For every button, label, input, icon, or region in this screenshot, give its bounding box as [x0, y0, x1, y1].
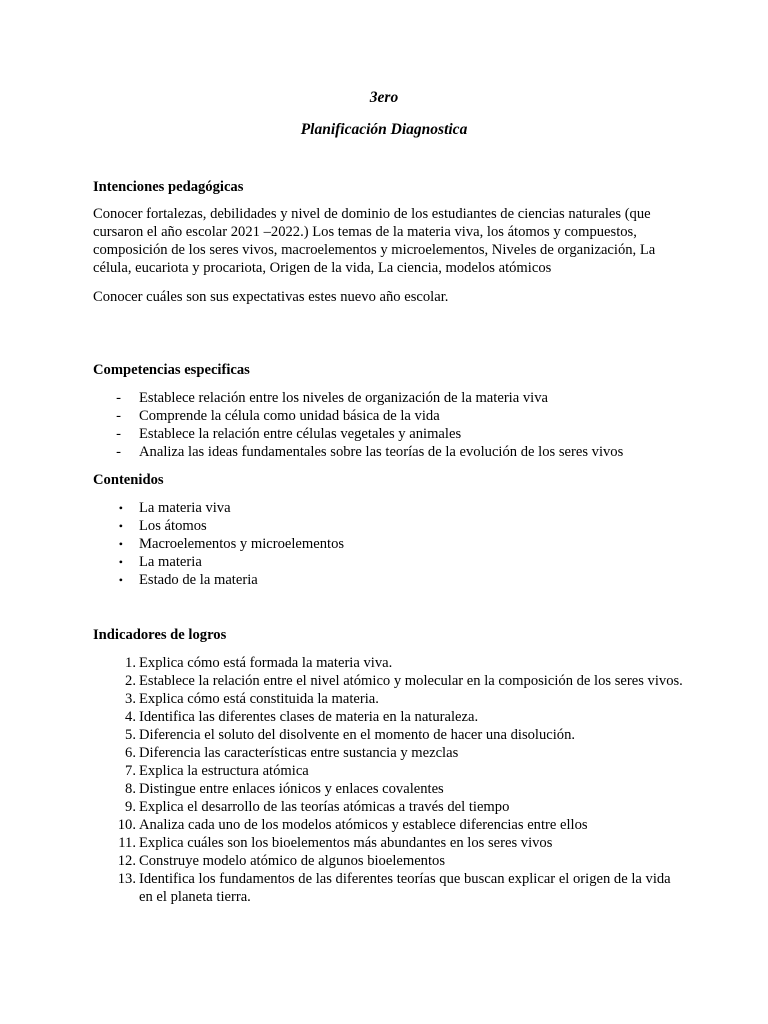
- indicadores-list: [93, 654, 683, 906]
- dash-marker: -: [116, 444, 121, 460]
- list-item: - Establece relación entre los niveles de organización de la materia viva: [93, 389, 683, 407]
- contenidos-heading: Contenidos: [93, 472, 164, 488]
- list-item: 7. Explica la estructura atómica: [125, 763, 309, 779]
- bullet-marker: •: [118, 501, 123, 515]
- list-item: 4. Identifica las diferentes clases de materia en la naturaleza.: [125, 709, 479, 725]
- list-item: 10. Analiza cada uno de los modelos atómicos y establece diferencias entre ellos: [117, 817, 588, 833]
- document-title: Planificación Diagnostica: [300, 121, 468, 138]
- list-item: 11. Explica cuáles son los bioelementos más abundantes en los seres vivos: [118, 835, 553, 851]
- list-item: - Comprende la célula como unidad básica de la vida: [93, 407, 683, 425]
- dash-marker: -: [116, 426, 121, 442]
- contenidos-section: [93, 471, 683, 589]
- list-item: • Los átomos: [93, 517, 683, 535]
- list-item: • La materia: [93, 553, 683, 571]
- list-item: 5. Diferencia el soluto del disolvente en el momento de hacer una disolución.: [125, 727, 576, 743]
- dash-marker: -: [116, 390, 121, 406]
- intenciones-section: [93, 178, 683, 306]
- competencias-section: [93, 361, 683, 461]
- list-item: 12. Construye modelo atómico de algunos bioelementos: [117, 853, 446, 869]
- list-item: 8. Distingue entre enlaces iónicos y enlaces covalentes: [125, 781, 444, 797]
- list-item: • Estado de la materia: [93, 571, 683, 589]
- list-item: 3. Explica cómo está constituida la materia.: [125, 691, 379, 707]
- intenciones-heading: Intenciones pedagógicas: [93, 179, 244, 195]
- expectativas-paragraph: Conocer cuáles son sus expectativas estes nuevo año escolar.: [93, 289, 449, 305]
- list-item: • La materia viva: [93, 499, 683, 517]
- indicadores-section: [93, 626, 683, 906]
- list-item: • Macroelementos y microelementos: [93, 535, 683, 553]
- list-item: 9. Explica el desarrollo de las teorías atómicas a través del tiempo: [125, 799, 510, 815]
- list-item: 13. Identifica los fundamentos de las diferentes teorías que buscan explicar el origen de la vida en el planeta tierra.: [117, 871, 671, 905]
- list-item: - Establece la relación entre células vegetales y animales: [93, 425, 683, 443]
- bullet-marker: •: [118, 573, 123, 587]
- competencias-heading: Competencias especificas: [93, 362, 250, 378]
- indicadores-heading: Indicadores de logros: [93, 627, 227, 643]
- competencias-list: [93, 389, 683, 461]
- list-item: 2. Establece la relación entre el nivel atómico y molecular en la composición de los seres vivos.: [125, 673, 683, 689]
- grade-title: 3ero: [369, 89, 399, 106]
- list-item: - Analiza las ideas fundamentales sobre las teorías de la evolución de los seres vivos: [93, 443, 683, 461]
- intenciones-paragraph: Conocer fortalezas, debilidades y nivel de dominio de los estudiantes de ciencias naturales (que cursaron el año escolar 2021 –2022.) Los temas de la materia viva, los átomos y compuestos, composición de los seres vivos, macroelementos y microelementos, Niveles de organización, La célula, eucariota y procariota, Origen de la vida, La ciencia, modelos atómicos: [93, 206, 656, 276]
- list-item: 6. Diferencia las características entre sustancia y mezclas: [125, 745, 459, 761]
- dash-marker: -: [116, 408, 121, 424]
- bullet-marker: •: [118, 555, 123, 569]
- contenidos-list: [93, 499, 683, 589]
- bullet-marker: •: [118, 537, 123, 551]
- bullet-marker: •: [118, 519, 123, 533]
- list-item: 1. Explica cómo está formada la materia viva.: [125, 655, 393, 671]
